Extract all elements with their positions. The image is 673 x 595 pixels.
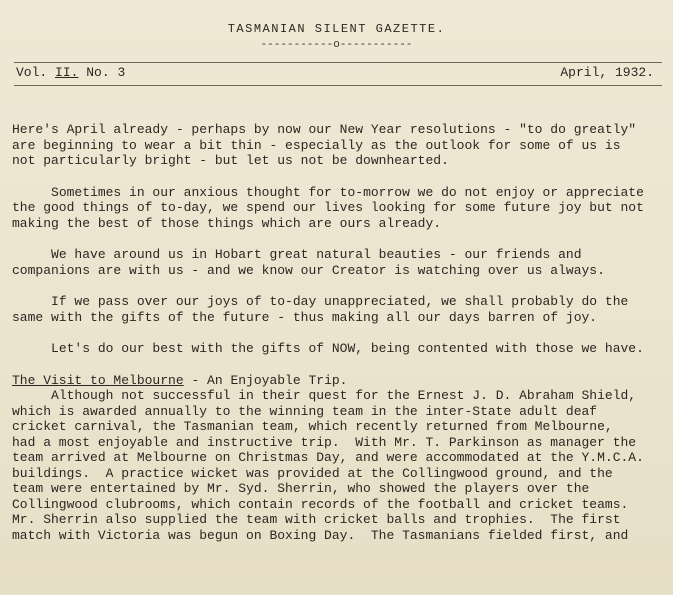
article-body <box>12 388 667 543</box>
paragraph-line: If we pass over our joys of to-day unappreciated, we shall probably do the <box>12 294 629 309</box>
paragraph-line: the good things of to-day, we spend our lives looking for some future joy but not <box>12 200 644 215</box>
paragraph-line: not particularly bright - but let us not be downhearted. <box>12 153 449 168</box>
article-line: buildings. A practice wicket was provided at the Collingwood ground, and the <box>12 465 613 481</box>
paragraph-1 <box>12 122 667 169</box>
paragraph-line: Let's do our best with the gifts of NOW, being contented with those we have. <box>12 341 644 356</box>
article-line: Although not successful in their quest for the Ernest J. D. Abraham Shield, <box>12 388 637 403</box>
article-line: Collingwood clubrooms, which contain records of the football and cricket teams. <box>12 496 629 512</box>
article-line: match with Victoria was begun on Boxing Day. The Tasmanians fielded first, and <box>12 527 629 543</box>
article-line: cricket carnival, the Tasmanian team, which recently returned from Melbourne, <box>12 419 613 434</box>
article-line: Mr. Sherrin also supplied the team with cricket balls and trophies. The first <box>12 512 621 527</box>
paragraph-line: Here's April already - perhaps by now our New Year resolutions - "to do greatly" <box>12 122 637 137</box>
body-text <box>12 122 667 543</box>
paragraph-line: companions are with us - and we know our Creator is watching over us always. <box>12 262 605 278</box>
article-line: which is awarded annually to the winning team in the inter-State adult deaf <box>12 403 598 419</box>
masthead-ornament: -----------o----------- <box>260 39 413 51</box>
paragraph-3 <box>12 247 667 278</box>
paragraph-line: are beginning to wear a bit thin - especially as the outlook for some of us is <box>12 137 621 153</box>
article-heading <box>12 373 667 389</box>
paragraph-5 <box>12 341 667 357</box>
issue-number: No. 3 <box>86 65 126 80</box>
paragraph-line: making the best of those things which are ours already. <box>12 215 442 231</box>
paragraph-line: same with the gifts of the future - thus making all our days barren of joy. <box>12 309 598 325</box>
vol-number: II. <box>55 65 79 80</box>
paragraph-line: Sometimes in our anxious thought for to-morrow we do not enjoy or appreciate <box>12 184 644 200</box>
volume-info <box>16 65 125 80</box>
article-line: had a most enjoyable and instructive trip. With Mr. T. Parkinson as manager the <box>12 434 637 450</box>
issue-date: April, 1932. <box>560 65 654 80</box>
masthead-title: TASMANIAN SILENT GAZETTE. <box>227 22 446 36</box>
paragraph-2 <box>12 185 667 232</box>
paragraph-line: We have around us in Hobart great natural beauties - our friends and <box>12 247 582 262</box>
article-title: The Visit to Melbourne <box>12 372 184 388</box>
vol-label: Vol. <box>16 65 48 80</box>
issue-line <box>14 62 662 86</box>
article-line: team arrived at Melbourne on Christmas Day, and were accommodated at the Y.M.C.A. <box>12 450 644 465</box>
article-subtitle: - An Enjoyable Trip. <box>183 372 348 388</box>
paragraph-4 <box>12 294 667 325</box>
article-line: team were entertained by Mr. Syd. Sherrin, who showed the players over the <box>12 481 590 496</box>
